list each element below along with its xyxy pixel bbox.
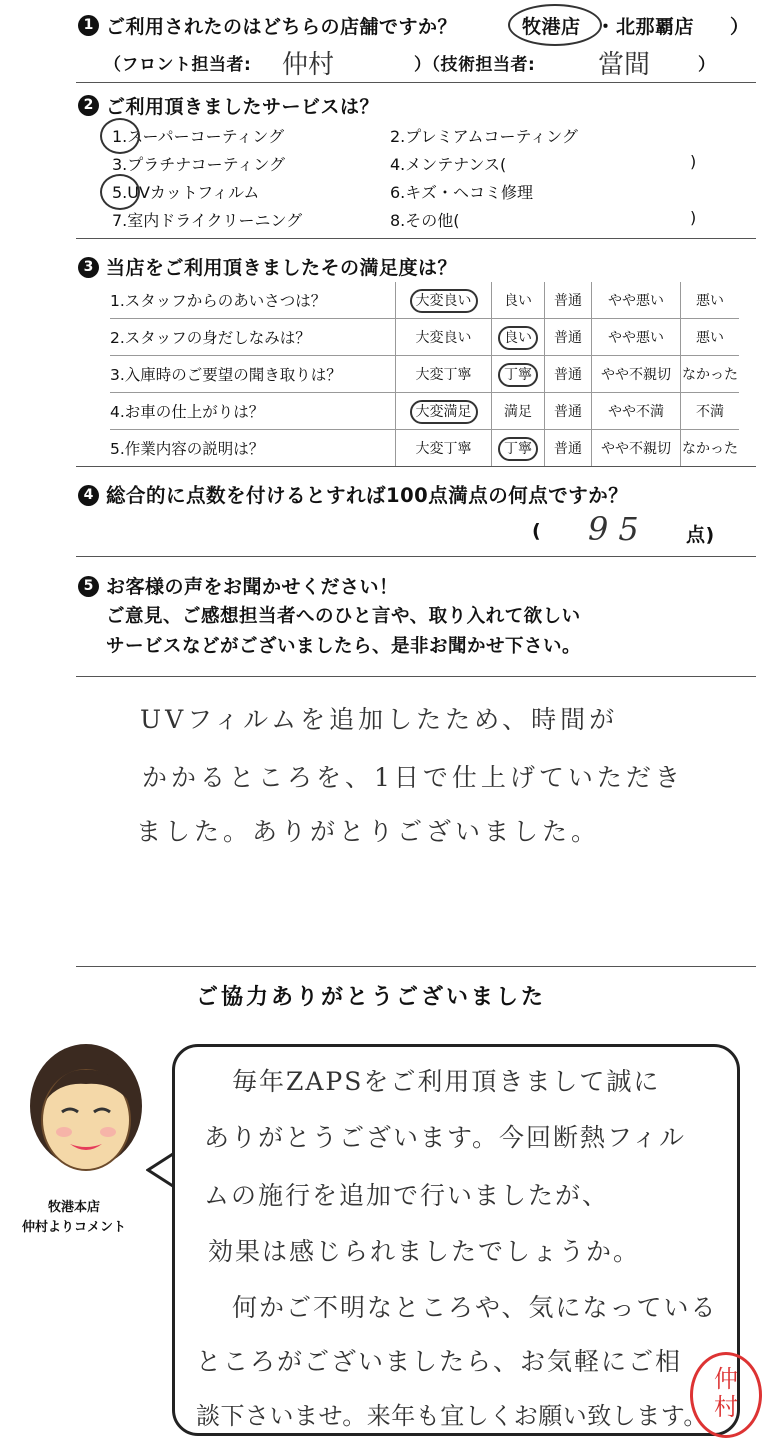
staff-comment-line-2: ありがとうございます。今回断熱フィル: [204, 1123, 687, 1152]
satisfaction-option-label: 丁寧: [498, 437, 538, 461]
satisfaction-option-label: なかった: [682, 367, 738, 383]
satisfaction-option-label: 丁寧: [498, 363, 538, 387]
satisfaction-option-label: 良い: [498, 326, 538, 350]
front-staff-label: （フロント担当者:: [104, 55, 252, 75]
satisfaction-option-label: なかった: [682, 441, 738, 457]
satisfaction-option-label: やや不親切: [601, 441, 671, 457]
satisfaction-option[interactable]: [396, 393, 492, 430]
satisfaction-option-label: 大変良い: [410, 289, 478, 313]
question-5-title: お客様の声をお聞かせください！: [106, 576, 399, 598]
score-unit: 点): [686, 524, 715, 546]
satisfaction-option-label: 大変良い: [415, 330, 472, 346]
satisfaction-option[interactable]: [592, 430, 681, 467]
satisfaction-option-label: 悪い: [696, 293, 724, 309]
satisfaction-option[interactable]: [492, 319, 545, 356]
satisfaction-question: 4.お車の仕上がりは？: [110, 403, 265, 421]
service-7[interactable]: 7.室内ドライクリーニング: [112, 211, 303, 230]
stamp-char-2: 村: [714, 1393, 738, 1421]
score-value[interactable]: 95: [588, 510, 649, 548]
satisfaction-option-label: 大変丁寧: [415, 441, 472, 457]
service-5[interactable]: 5.UVカットフィルム: [112, 183, 260, 202]
store-close-paren: ）: [730, 16, 750, 38]
satisfaction-option[interactable]: [492, 282, 545, 319]
satisfaction-table: [110, 282, 739, 467]
staff-comment-line-6: ところがございましたら、お気軽にご相: [196, 1347, 683, 1376]
service-4[interactable]: 4.メンテナンス(: [390, 155, 507, 174]
staff-comment-line-4: 効果は感じられましたでしょうか。: [208, 1237, 641, 1266]
satisfaction-option-label: 普通: [554, 293, 582, 309]
stamp-char-1: 仲: [714, 1365, 738, 1393]
satisfaction-option-label: 普通: [554, 367, 582, 383]
service-1[interactable]: 1.スーパーコーティング: [112, 127, 285, 146]
service-5-circle: [100, 174, 140, 210]
question-1-number: 1: [78, 15, 99, 36]
staff-comment-line-5: 何かご不明なところや、気になっている: [232, 1293, 718, 1322]
service-8-close: ): [690, 208, 697, 227]
divider-6: [76, 966, 756, 967]
satisfaction-option[interactable]: [545, 430, 592, 467]
satisfaction-option[interactable]: [592, 356, 681, 393]
tech-staff-label: ）（技術担当者:: [414, 55, 536, 75]
satisfaction-option-label: やや不親切: [601, 367, 671, 383]
satisfaction-option[interactable]: [396, 356, 492, 393]
question-2-number: 2: [78, 95, 99, 116]
satisfaction-option[interactable]: [545, 282, 592, 319]
satisfaction-row: [110, 393, 739, 430]
satisfaction-option-label: 普通: [554, 330, 582, 346]
service-1-circle: [100, 118, 140, 154]
staff-caption: 仲村よりコメント: [22, 1220, 127, 1235]
satisfaction-option[interactable]: [681, 319, 740, 356]
satisfaction-option-label: やや悪い: [608, 293, 664, 309]
satisfaction-row: [110, 282, 739, 319]
tech-staff-name: 當間: [598, 50, 651, 80]
satisfaction-option-label: 普通: [554, 441, 582, 457]
store-option-makiminato[interactable]: 牧港店: [522, 16, 581, 38]
store-option-kitanaha[interactable]: 北那覇店: [616, 16, 695, 38]
satisfaction-question: 5.作業内容の説明は？: [110, 440, 265, 458]
satisfaction-option[interactable]: [545, 319, 592, 356]
satisfaction-option-label: 良い: [504, 293, 532, 309]
satisfaction-option[interactable]: [396, 282, 492, 319]
satisfaction-option[interactable]: [396, 430, 492, 467]
satisfaction-option[interactable]: [681, 393, 740, 430]
thanks-message: ご協力ありがとうございました: [196, 985, 547, 1010]
question-3-number: 3: [78, 257, 99, 278]
store-separator: ・: [596, 16, 616, 38]
staff-comment-line-7: 談下さいませ。来年も宜しくお願い致します。: [196, 1402, 708, 1430]
satisfaction-option-label: やや悪い: [608, 330, 664, 346]
satisfaction-option[interactable]: [545, 356, 592, 393]
tech-staff-close: ）: [698, 55, 716, 75]
question-5-number: 5: [78, 576, 99, 597]
service-4-close: ): [690, 152, 697, 171]
question-4-number: 4: [78, 485, 99, 506]
satisfaction-option[interactable]: [681, 282, 740, 319]
question-3-title: 当店をご利用頂きましたその満足度は？: [106, 257, 458, 279]
service-6[interactable]: 6.キズ・ヘコミ修理: [390, 183, 533, 202]
divider-5: [76, 676, 756, 677]
satisfaction-row: [110, 356, 739, 393]
satisfaction-row: [110, 319, 739, 356]
staff-comment-line-3: ムの施行を追加で行いましたが、: [204, 1181, 610, 1210]
satisfaction-option-label: 悪い: [696, 330, 724, 346]
question-5-sub-1: ご意見、ご感想担当者へのひと言や、取り入れて欲しい: [106, 606, 581, 627]
satisfaction-option-label: やや不満: [608, 404, 664, 420]
satisfaction-option[interactable]: [545, 393, 592, 430]
divider-3: [76, 466, 756, 467]
question-4-title: 総合的に点数を付けるとすれば100点満点の何点ですか？: [106, 484, 629, 507]
satisfaction-question: 3.入庫時のご要望の聞き取りは？: [110, 366, 342, 384]
question-1-title: ご利用されたのはどちらの店舗ですか？: [106, 16, 458, 38]
staff-store: 牧港本店: [48, 1200, 101, 1215]
satisfaction-question: 2.スタッフの身だしなみは？: [110, 329, 311, 347]
divider-1: [76, 82, 756, 83]
satisfaction-option-label: 普通: [554, 404, 582, 420]
service-2[interactable]: 2.プレミアムコーティング: [390, 127, 578, 146]
service-8[interactable]: 8.その他(: [390, 211, 460, 230]
service-3[interactable]: 3.プラチナコーティング: [112, 155, 286, 174]
satisfaction-option[interactable]: [492, 430, 545, 467]
satisfaction-option-label: 不満: [696, 404, 724, 420]
satisfaction-option[interactable]: [681, 430, 740, 467]
satisfaction-option-label: 大変丁寧: [415, 367, 472, 383]
question-5-sub-2: サービスなどがございましたら、是非お聞かせ下さい。: [106, 636, 582, 657]
staff-avatar: [20, 1040, 152, 1180]
satisfaction-row: [110, 430, 739, 467]
staff-comment-line-1: 毎年ZAPSをご利用頂きまして誠に: [232, 1067, 661, 1096]
satisfaction-option-label: 満足: [504, 404, 532, 420]
customer-answer-line-2: かかるところを、1日で仕上げていただき: [142, 763, 684, 792]
staff-name-stamp: [690, 1352, 762, 1438]
divider-2: [76, 238, 756, 239]
satisfaction-option[interactable]: [681, 356, 740, 393]
satisfaction-option[interactable]: [592, 393, 681, 430]
customer-answer-line-3: ました。ありがとりございました。: [136, 817, 601, 846]
satisfaction-option[interactable]: [396, 319, 492, 356]
front-staff-name: 仲村: [282, 50, 335, 80]
satisfaction-option[interactable]: [592, 282, 681, 319]
satisfaction-option[interactable]: [492, 393, 545, 430]
question-2-title: ご利用頂きましたサービスは？: [106, 96, 380, 118]
store-selected-circle: [508, 4, 602, 46]
customer-answer-line-1: UVフィルムを追加したため、時間が: [140, 705, 619, 734]
score-open-paren: (: [532, 520, 542, 542]
satisfaction-question: 1.スタッフからのあいさつは？: [110, 292, 327, 310]
divider-4: [76, 556, 756, 557]
satisfaction-option[interactable]: [592, 319, 681, 356]
satisfaction-option[interactable]: [492, 356, 545, 393]
satisfaction-option-label: 大変満足: [410, 400, 478, 424]
